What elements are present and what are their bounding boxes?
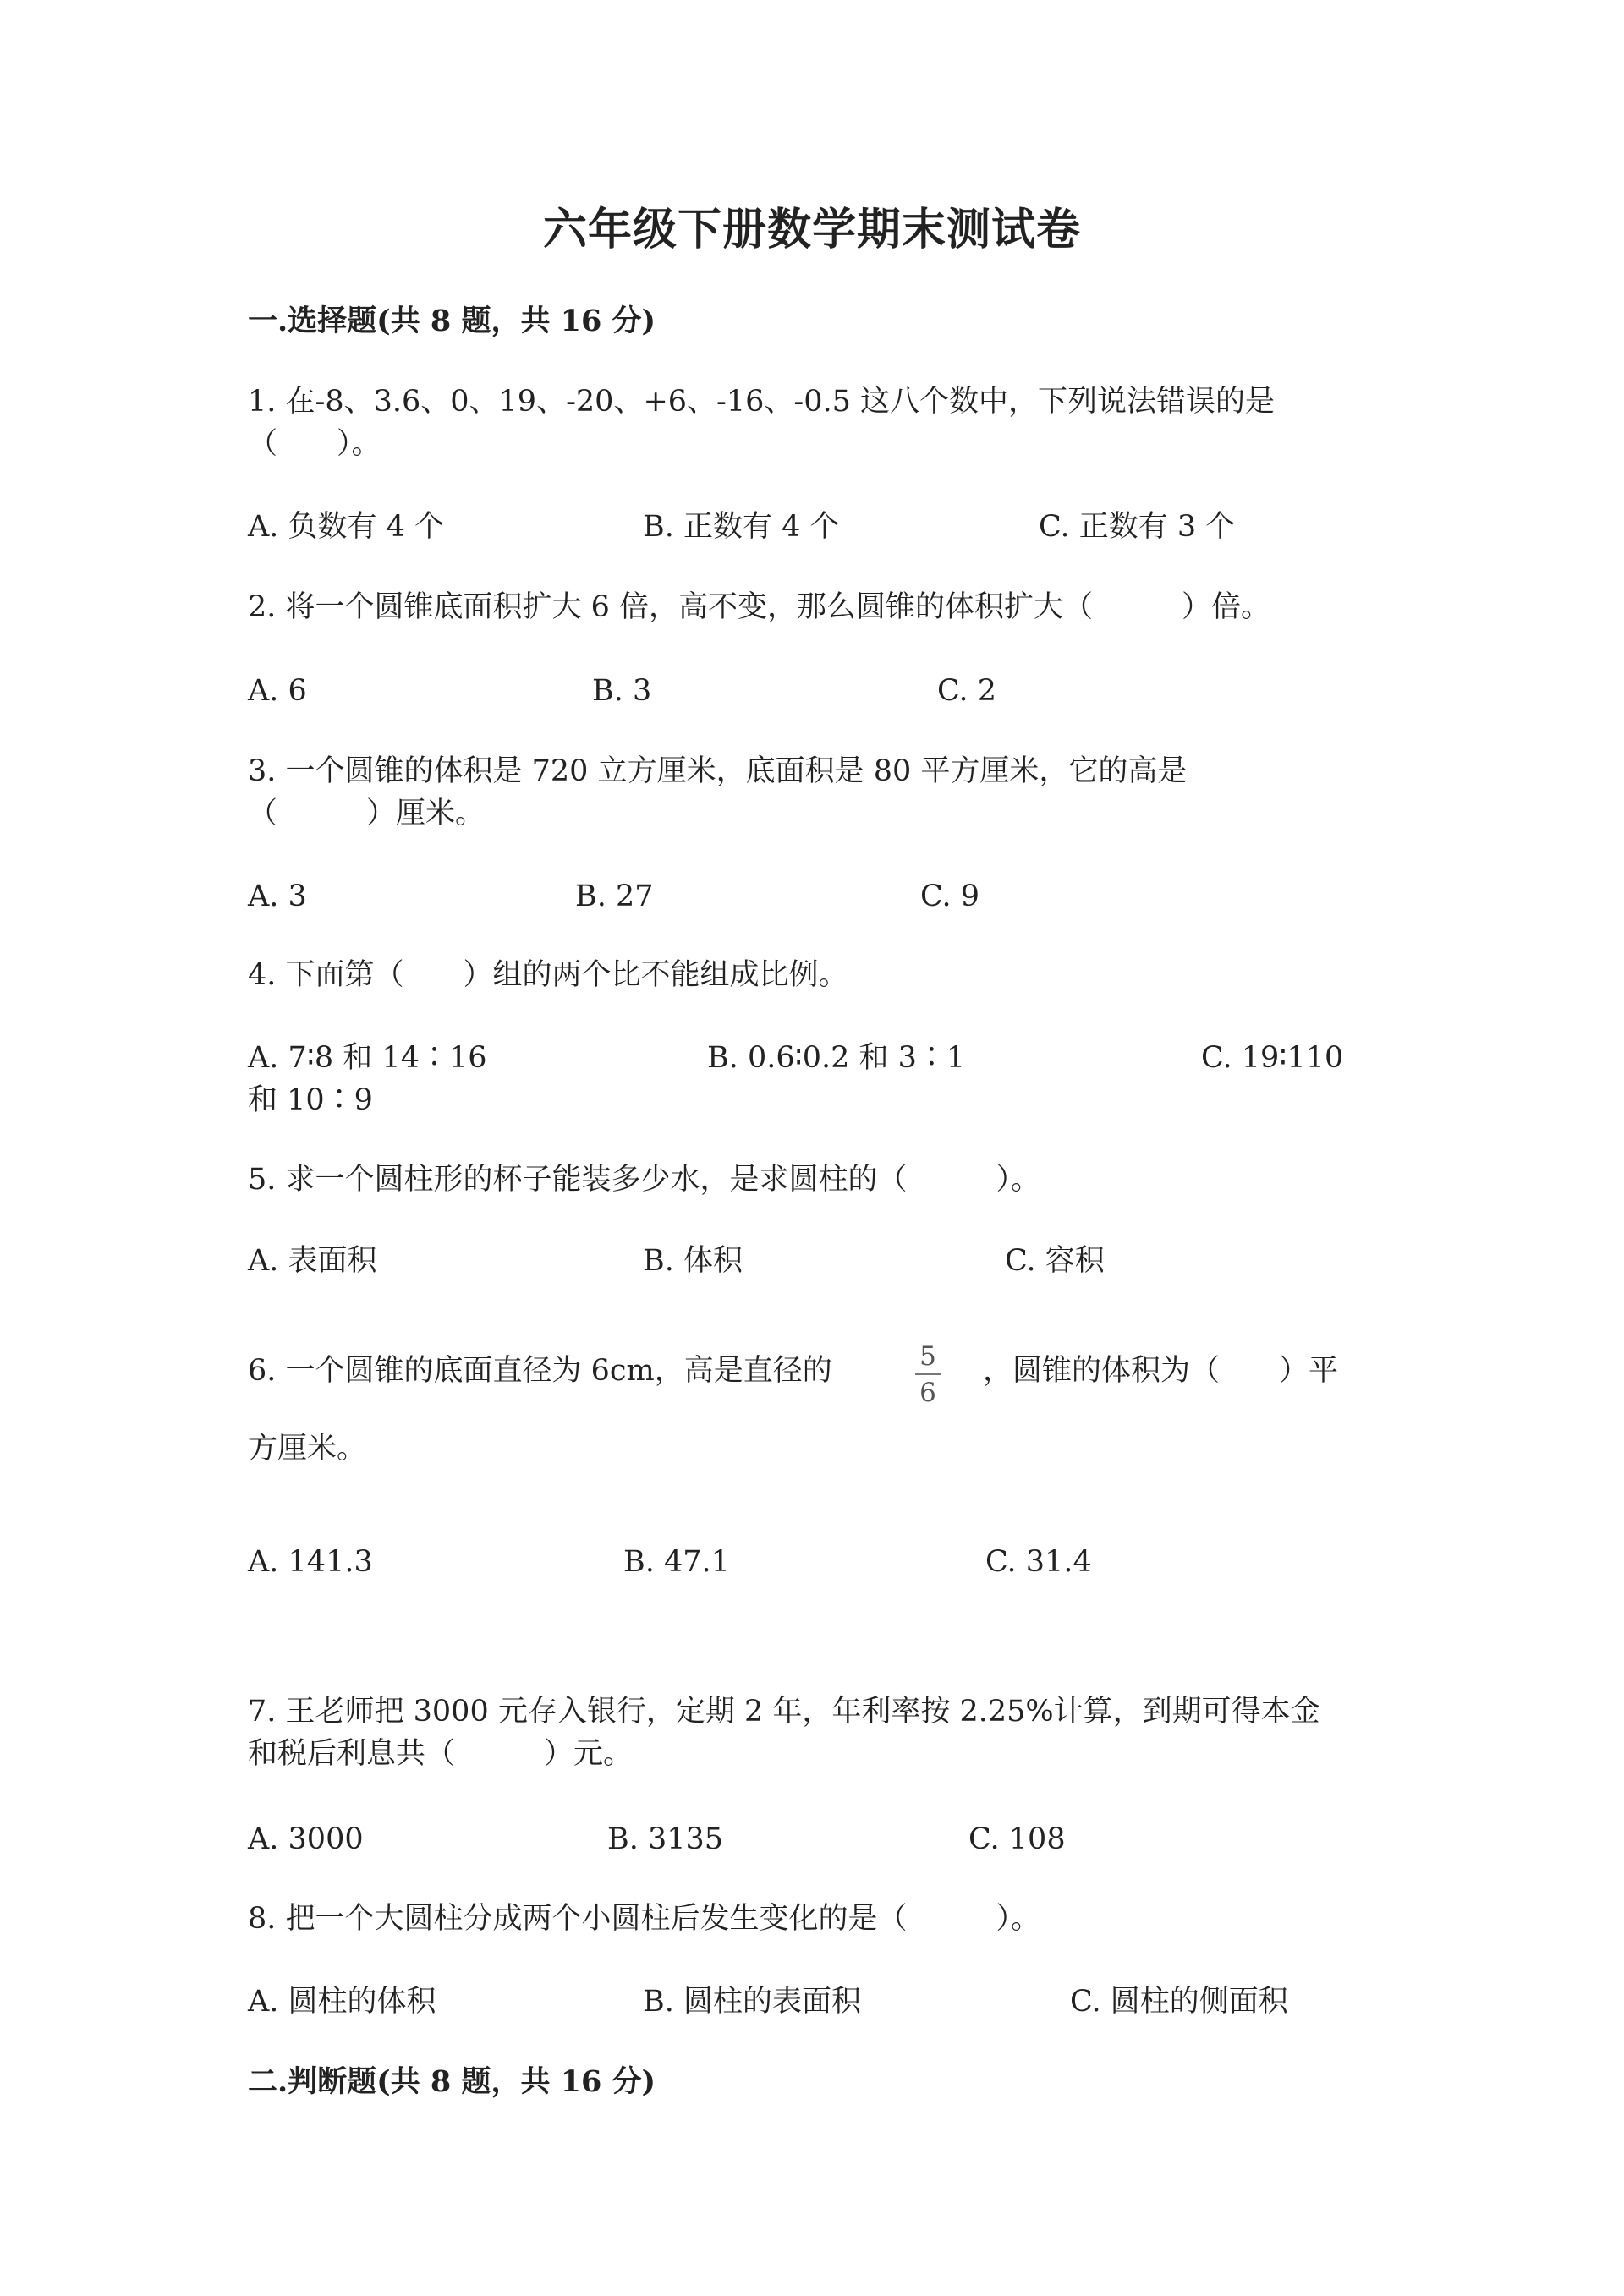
question-8 [248, 1898, 1398, 1940]
question-5-option-c: C. 容积 [1005, 1244, 1105, 1278]
question-4-option-c: C. 19∶110 [1201, 1041, 1344, 1075]
question-5-option-a: A. 表面积 [248, 1244, 377, 1278]
question-1-option-a: A. 负数有 4 个 [248, 510, 445, 544]
question-8-option-b: B. 圆柱的表面积 [643, 1985, 861, 2019]
question-4-option-continuation: 和 10∶9 [248, 1083, 373, 1117]
question-1-line1: 1. 在-8、3.6、0、19、-20、+6、-16、-0.5 这八个数中，下列说法错误的是 [248, 385, 1276, 419]
question-5 [248, 1159, 1398, 1201]
question-6-line1-part1: 6. 一个圆锥的底面直径为 6cm，高是直径的 [248, 1354, 832, 1388]
question-7-option-a: A. 3000 [248, 1822, 364, 1856]
page-title: 六年级下册数学期末测试卷 [542, 204, 1081, 255]
fraction-numerator: 5 [919, 1341, 936, 1372]
question-7-option-b: B. 3135 [607, 1822, 724, 1856]
question-3 [248, 750, 1398, 835]
question-6-option-c: C. 31.4 [985, 1545, 1092, 1579]
question-1-option-c: C. 正数有 3 个 [1039, 510, 1236, 544]
question-3-line2: （ ）厘米。 [248, 797, 486, 830]
question-4-line1: 4. 下面第（ ）组的两个比不能组成比例。 [248, 958, 848, 992]
question-2-option-b: B. 3 [592, 674, 652, 708]
question-2-line1: 2. 将一个圆锥底面积扩大 6 倍，高不变，那么圆锥的体积扩大（ ）倍。 [248, 590, 1271, 624]
section-heading-choice: 一.选择题(共 8 题，共 16 分) [248, 304, 656, 338]
question-6-line2: 方厘米。 [248, 1432, 367, 1466]
question-1-line2: （ ）。 [248, 427, 381, 461]
question-2-option-a: A. 6 [248, 674, 307, 708]
question-8-option-a: A. 圆柱的体积 [248, 1985, 436, 2019]
question-7-line1: 7. 王老师把 3000 元存入银行，定期 2 年，年利率按 2.25%计算，到期可得本金 [248, 1695, 1320, 1729]
section-heading-judgement: 二.判断题(共 8 题，共 16 分) [248, 2064, 656, 2099]
question-8-option-c: C. 圆柱的侧面积 [1070, 1985, 1288, 2019]
question-3-option-a: A. 3 [248, 879, 307, 913]
question-3-line1: 3. 一个圆锥的体积是 720 立方厘米，底面积是 80 平方厘米，它的高是 [248, 754, 1188, 788]
question-6-fraction [915, 1340, 941, 1409]
question-4-option-a: A. 7∶8 和 14∶16 [248, 1041, 487, 1075]
question-2 [248, 586, 1398, 628]
question-6-option-a: A. 141.3 [248, 1545, 373, 1579]
question-4-option-b: B. 0.6∶0.2 和 3∶1 [707, 1041, 966, 1075]
fraction-bar [915, 1373, 941, 1375]
question-6-option-b: B. 47.1 [623, 1545, 730, 1579]
question-7-line2: 和税后利息共（ ）元。 [248, 1737, 634, 1771]
question-7-option-c: C. 108 [968, 1822, 1066, 1856]
question-3-option-b: B. 27 [575, 879, 654, 913]
question-5-option-b: B. 体积 [643, 1244, 743, 1278]
question-1 [248, 381, 1398, 465]
question-3-option-c: C. 9 [920, 879, 980, 913]
question-1-option-b: B. 正数有 4 个 [643, 510, 840, 544]
question-4 [248, 954, 1398, 996]
fraction-denominator: 6 [919, 1378, 936, 1408]
question-6-line1-part2: ，圆锥的体积为（ ）平 [983, 1354, 1339, 1388]
question-7 [248, 1690, 1398, 1775]
question-5-line1: 5. 求一个圆柱形的杯子能装多少水，是求圆柱的（ ）。 [248, 1163, 1041, 1197]
question-2-option-c: C. 2 [937, 674, 997, 708]
question-8-line1: 8. 把一个大圆柱分成两个小圆柱后发生变化的是（ ）。 [248, 1902, 1041, 1936]
